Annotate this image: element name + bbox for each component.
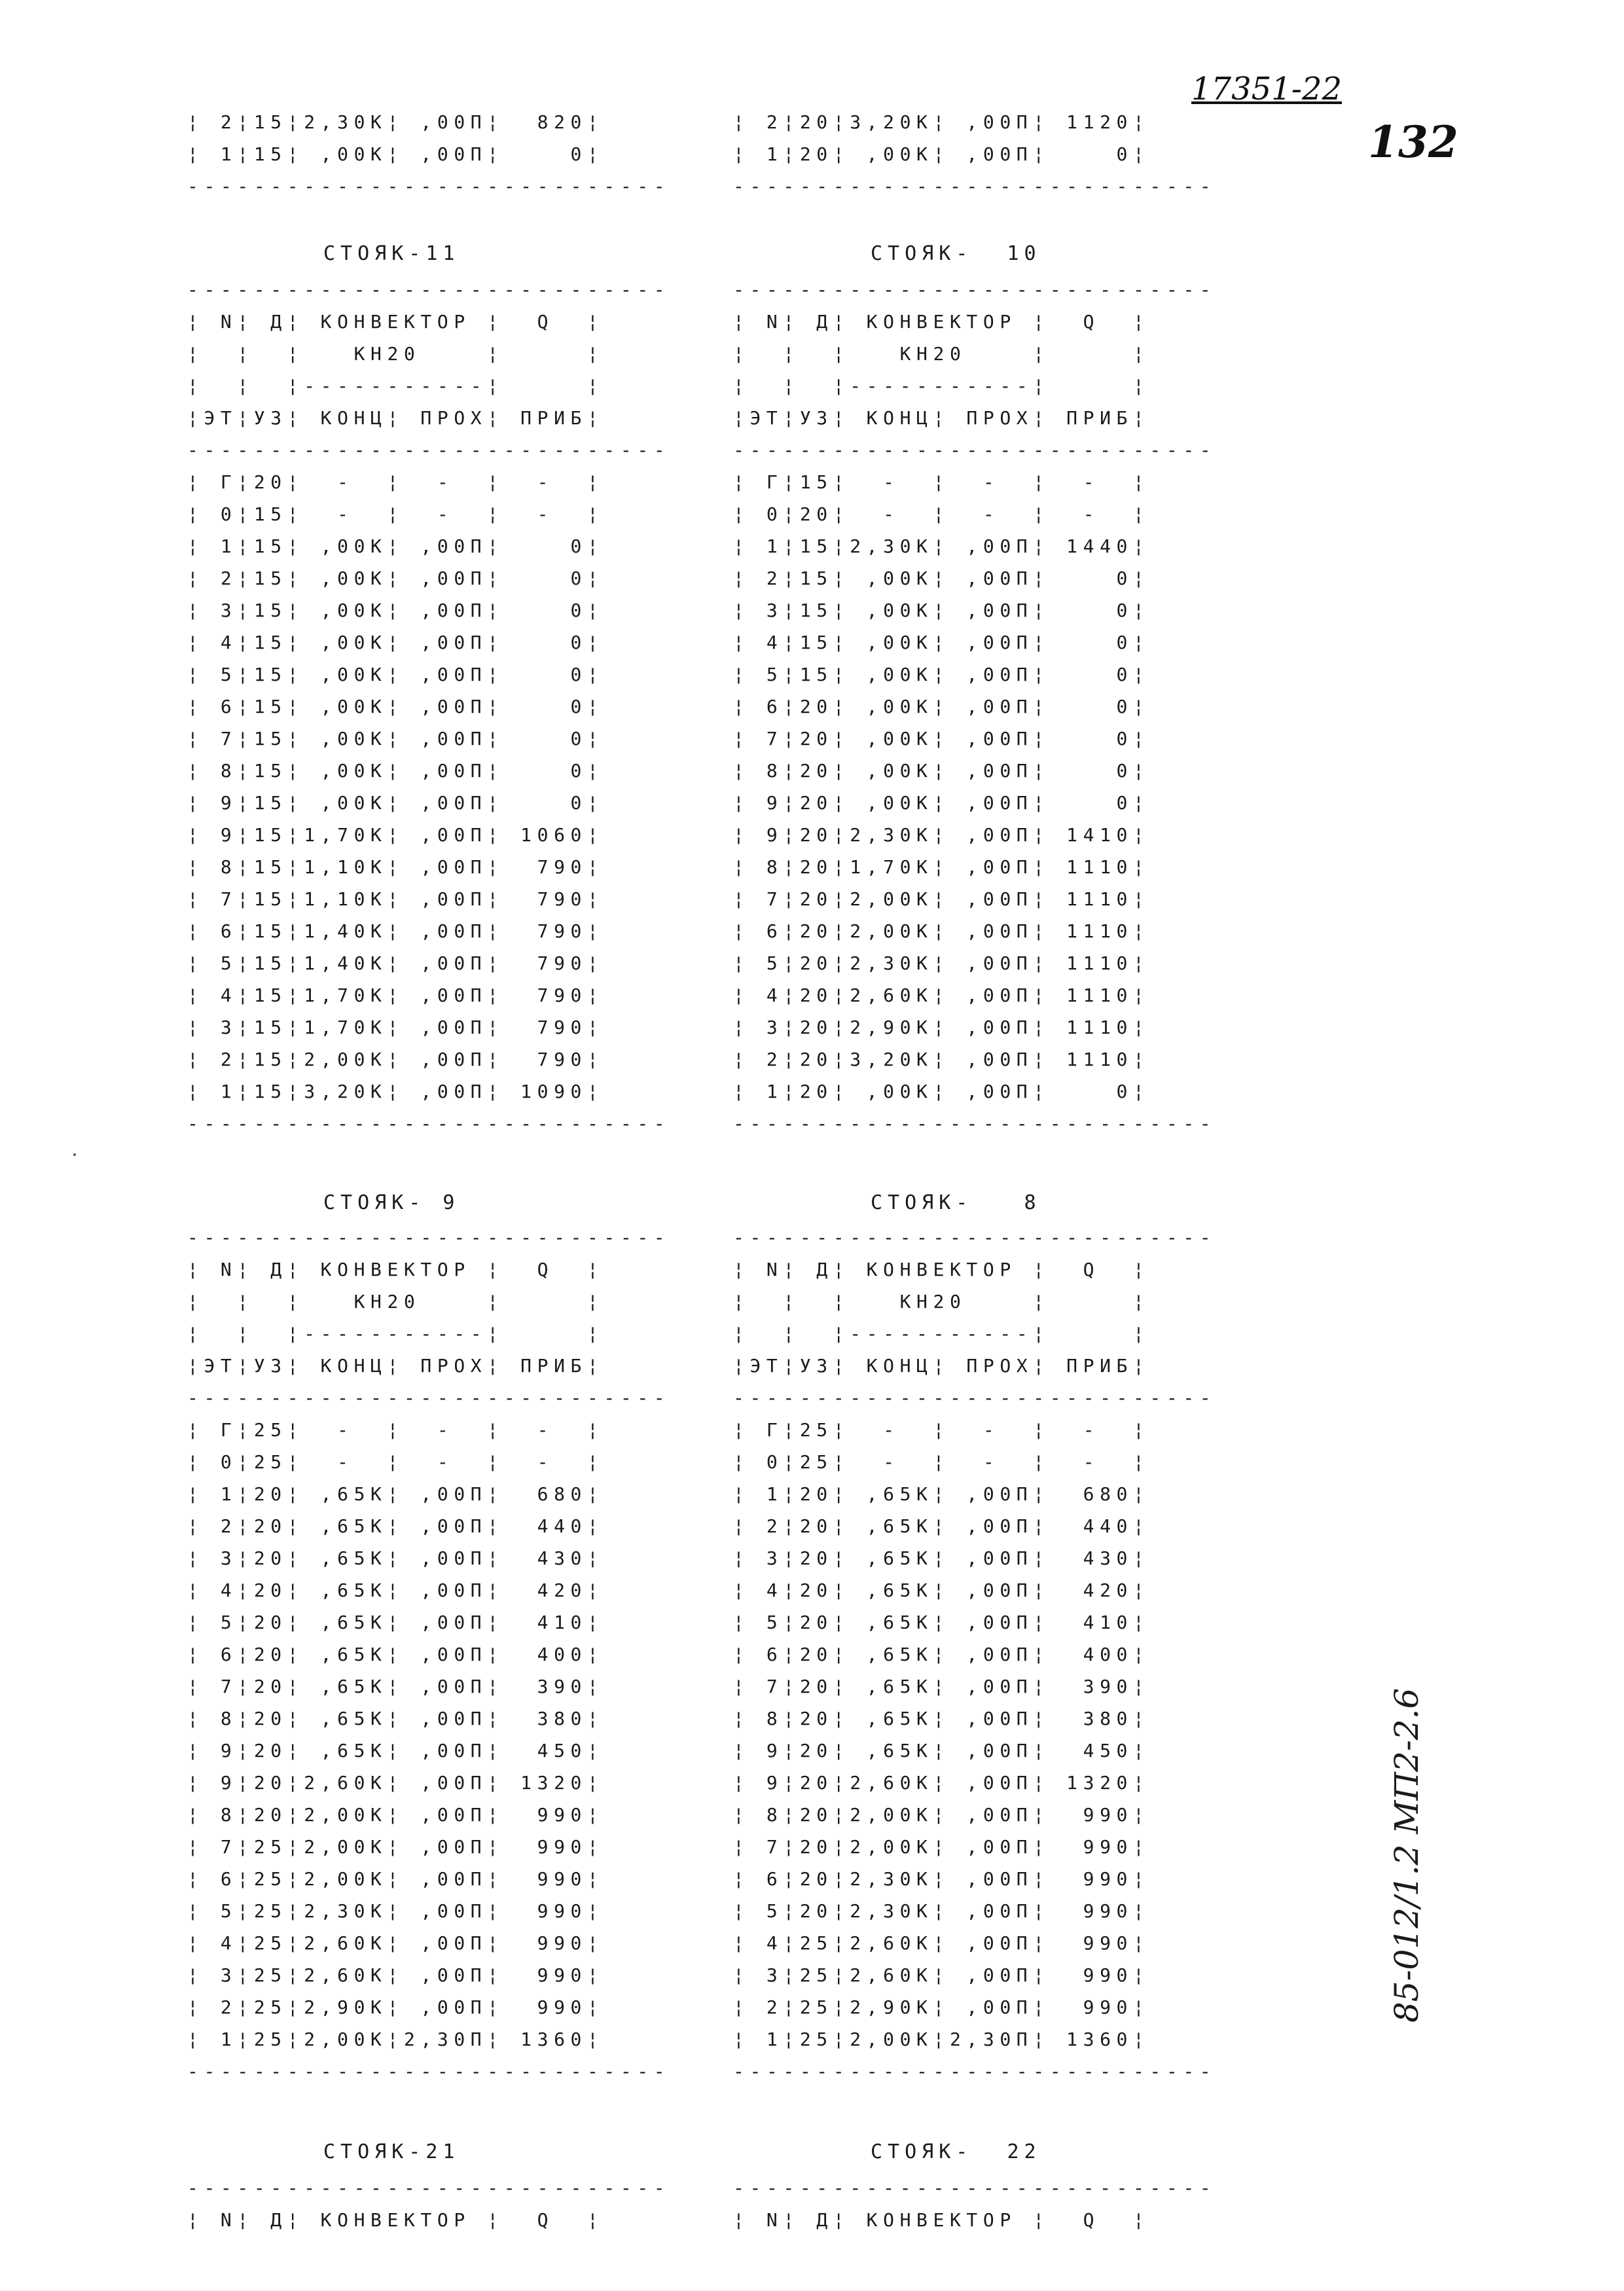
top-left-fragment: ¦ 2¦15¦2,30К¦ ,00П¦ 820¦ ¦ 1¦15¦ ,00К¦ ,00П¦ 0¦ ----------------------------- bbox=[187, 111, 671, 197]
riser-10-table: ----------------------------- ¦ N¦ Д¦ КОНВЕКТОР ¦ Q ¦ ¦ ¦ ¦ КН20 ¦ ¦ ¦ ¦ ¦-----------¦ ¦ ¦ЭТ¦УЗ¦ КОНЦ¦ ПРОХ¦ ПРИБ¦ ----------------------------- ¦ Г¦15¦ - ¦ - ¦ - ¦ ¦ 0¦20¦ - ¦ - ¦ - ¦ ¦ 1¦15¦2,30К¦ ,00П¦ 1440¦ ¦ 2¦15¦ ,00К¦ ,00П¦ 0¦ ¦ 3¦15¦ ,00К¦ ,00П¦ 0¦ ¦ 4¦15¦ ,00К¦ ,00П¦ 0¦ ¦ 5¦15¦ ,00К¦ ,00П¦ 0¦ ¦ 6¦20¦ ,00К¦ ,00П¦ 0¦ ¦ 7¦20¦ ,00К¦ ,00П¦ 0¦ ¦ 8¦20¦ ,00К¦ ,00П¦ 0¦ ¦ 9¦20¦ ,00К¦ ,00П¦ 0¦ ¦ 9¦20¦2,30К¦ ,00П¦ 1410¦ ¦ 8¦20¦1,70К¦ ,00П¦ 1110¦ ¦ 7¦20¦2,00К¦ ,00П¦ 1110¦ ¦ 6¦20¦2,00К¦ ,00П¦ 1110¦ ¦ 5¦20¦2,30К¦ ,00П¦ 1110¦ ¦ 4¦20¦2,60К¦ ,00П¦ 1110¦ ¦ 3¦20¦2,90К¦ ,00П¦ 1110¦ ¦ 2¦20¦3,20К¦ ,00П¦ 1110¦ ¦ 1¦20¦ ,00К¦ ,00П¦ 0¦ ----------------------------- bbox=[733, 279, 1217, 1134]
page-number: 132 bbox=[1368, 117, 1458, 168]
riser-22-title: СТОЯК- 22 bbox=[871, 2140, 1041, 2163]
riser-21-title: СТОЯК-21 bbox=[323, 2140, 460, 2163]
vertical-document-code: 85-012/1.2 МП2-2.6 bbox=[1388, 1687, 1426, 2023]
riser-11-title: СТОЯК-11 bbox=[323, 242, 460, 265]
stray-mark bbox=[73, 1153, 76, 1156]
riser-22-table: ----------------------------- ¦ N¦ Д¦ КОНВЕКТОР ¦ Q ¦ bbox=[733, 2177, 1217, 2231]
riser-11-table: ----------------------------- ¦ N¦ Д¦ КОНВЕКТОР ¦ Q ¦ ¦ ¦ ¦ КН20 ¦ ¦ ¦ ¦ ¦-----------¦ ¦ ¦ЭТ¦УЗ¦ КОНЦ¦ ПРОХ¦ ПРИБ¦ ----------------------------- ¦ Г¦20¦ - ¦ - ¦ - ¦ ¦ 0¦15¦ - ¦ - ¦ - ¦ ¦ 1¦15¦ ,00К¦ ,00П¦ 0¦ ¦ 2¦15¦ ,00К¦ ,00П¦ 0¦ ¦ 3¦15¦ ,00К¦ ,00П¦ 0¦ ¦ 4¦15¦ ,00К¦ ,00П¦ 0¦ ¦ 5¦15¦ ,00К¦ ,00П¦ 0¦ ¦ 6¦15¦ ,00К¦ ,00П¦ 0¦ ¦ 7¦15¦ ,00К¦ ,00П¦ 0¦ ¦ 8¦15¦ ,00К¦ ,00П¦ 0¦ ¦ 9¦15¦ ,00К¦ ,00П¦ 0¦ ¦ 9¦15¦1,70К¦ ,00П¦ 1060¦ ¦ 8¦15¦1,10К¦ ,00П¦ 790¦ ¦ 7¦15¦1,10К¦ ,00П¦ 790¦ ¦ 6¦15¦1,40К¦ ,00П¦ 790¦ ¦ 5¦15¦1,40К¦ ,00П¦ 790¦ ¦ 4¦15¦1,70К¦ ,00П¦ 790¦ ¦ 3¦15¦1,70К¦ ,00П¦ 790¦ ¦ 2¦15¦2,00К¦ ,00П¦ 790¦ ¦ 1¦15¦3,20К¦ ,00П¦ 1090¦ ----------------------------- bbox=[187, 279, 671, 1134]
riser-8-table: ----------------------------- ¦ N¦ Д¦ КОНВЕКТОР ¦ Q ¦ ¦ ¦ ¦ КН20 ¦ ¦ ¦ ¦ ¦-----------¦ ¦ ¦ЭТ¦УЗ¦ КОНЦ¦ ПРОХ¦ ПРИБ¦ ----------------------------- ¦ Г¦25¦ - ¦ - ¦ - ¦ ¦ 0¦25¦ - ¦ - ¦ - ¦ ¦ 1¦20¦ ,65К¦ ,00П¦ 680¦ ¦ 2¦20¦ ,65К¦ ,00П¦ 440¦ ¦ 3¦20¦ ,65К¦ ,00П¦ 430¦ ¦ 4¦20¦ ,65К¦ ,00П¦ 420¦ ¦ 5¦20¦ ,65К¦ ,00П¦ 410¦ ¦ 6¦20¦ ,65К¦ ,00П¦ 400¦ ¦ 7¦20¦ ,65К¦ ,00П¦ 390¦ ¦ 8¦20¦ ,65К¦ ,00П¦ 380¦ ¦ 9¦20¦ ,65К¦ ,00П¦ 450¦ ¦ 9¦20¦2,60К¦ ,00П¦ 1320¦ ¦ 8¦20¦2,00К¦ ,00П¦ 990¦ ¦ 7¦20¦2,00К¦ ,00П¦ 990¦ ¦ 6¦20¦2,30К¦ ,00П¦ 990¦ ¦ 5¦20¦2,30К¦ ,00П¦ 990¦ ¦ 4¦25¦2,60К¦ ,00П¦ 990¦ ¦ 3¦25¦2,60К¦ ,00П¦ 990¦ ¦ 2¦25¦2,90К¦ ,00П¦ 990¦ ¦ 1¦25¦2,00К¦2,30П¦ 1360¦ ----------------------------- bbox=[733, 1227, 1217, 2082]
top-right-fragment: ¦ 2¦20¦3,20К¦ ,00П¦ 1120¦ ¦ 1¦20¦ ,00К¦ ,00П¦ 0¦ ----------------------------- bbox=[733, 111, 1217, 197]
riser-9-title: СТОЯК- 9 bbox=[323, 1191, 460, 1214]
riser-9-table: ----------------------------- ¦ N¦ Д¦ КОНВЕКТОР ¦ Q ¦ ¦ ¦ ¦ КН20 ¦ ¦ ¦ ¦ ¦-----------¦ ¦ ¦ЭТ¦УЗ¦ КОНЦ¦ ПРОХ¦ ПРИБ¦ ----------------------------- ¦ Г¦25¦ - ¦ - ¦ - ¦ ¦ 0¦25¦ - ¦ - ¦ - ¦ ¦ 1¦20¦ ,65К¦ ,00П¦ 680¦ ¦ 2¦20¦ ,65К¦ ,00П¦ 440¦ ¦ 3¦20¦ ,65К¦ ,00П¦ 430¦ ¦ 4¦20¦ ,65К¦ ,00П¦ 420¦ ¦ 5¦20¦ ,65К¦ ,00П¦ 410¦ ¦ 6¦20¦ ,65К¦ ,00П¦ 400¦ ¦ 7¦20¦ ,65К¦ ,00П¦ 390¦ ¦ 8¦20¦ ,65К¦ ,00П¦ 380¦ ¦ 9¦20¦ ,65К¦ ,00П¦ 450¦ ¦ 9¦20¦2,60К¦ ,00П¦ 1320¦ ¦ 8¦20¦2,00К¦ ,00П¦ 990¦ ¦ 7¦25¦2,00К¦ ,00П¦ 990¦ ¦ 6¦25¦2,00К¦ ,00П¦ 990¦ ¦ 5¦25¦2,30К¦ ,00П¦ 990¦ ¦ 4¦25¦2,60К¦ ,00П¦ 990¦ ¦ 3¦25¦2,60К¦ ,00П¦ 990¦ ¦ 2¦25¦2,90К¦ ,00П¦ 990¦ ¦ 1¦25¦2,00К¦2,30П¦ 1360¦ ----------------------------- bbox=[187, 1227, 671, 2082]
riser-8-title: СТОЯК- 8 bbox=[871, 1191, 1041, 1214]
document-number: 17351-22 bbox=[1191, 71, 1342, 107]
riser-21-table: ----------------------------- ¦ N¦ Д¦ КОНВЕКТОР ¦ Q ¦ bbox=[187, 2177, 671, 2231]
riser-10-title: СТОЯК- 10 bbox=[871, 242, 1041, 265]
